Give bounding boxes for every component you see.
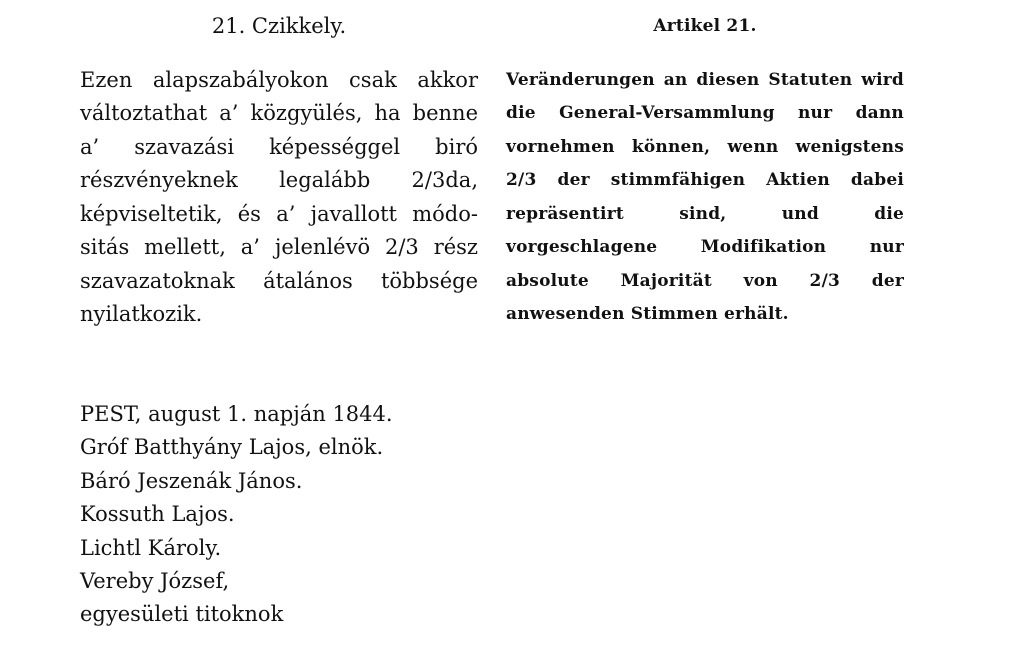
hungarian-article-body: Ezen alapszabályokon csak akkor változtathat a’ közgyülés, ha benne a’ szavazási képességgel biró részvényeknek legalább 2/3da, képviseltetik, és a’ javallott módositás mellett, a’ jelenlévö 2/3 rész szavazatoknak átalános többsége nyilatkozik. — [80, 67, 478, 326]
hungarian-article-heading: 21. Czikkely. — [211, 14, 347, 38]
signature-line-kossuth: Kossuth Lajos. — [80, 502, 235, 527]
signature-line-lichtl: Lichtl Károly. — [80, 535, 222, 560]
hungarian-column — [80, 10, 478, 332]
signature-line-secretary-title: egyesületi titoknok — [80, 602, 284, 627]
german-column — [506, 10, 904, 332]
place-date-line: PEST, august 1. napján 1844. — [80, 402, 393, 426]
german-article-heading: Artikel 21. — [653, 16, 757, 36]
signature-line-vereby: Vereby József, — [80, 569, 230, 594]
signature-block — [80, 398, 393, 632]
german-article-body: Veränderungen an diesen Statuten wird die General-Versammlung nur dann vornehmen können, wenn wenigstens 2/3 der stimmfähigen Aktien dabei repräsentirt sind, und die vorgeschlagene Modifikation nur absolute Majorität von 2/3 der anwesenden Stimmen erhält. — [506, 69, 904, 324]
signature-line-jeszenak: Báró Jeszenák János. — [80, 468, 303, 493]
signature-line-president: Gróf Batthyány Lajos, elnök. — [80, 435, 384, 460]
